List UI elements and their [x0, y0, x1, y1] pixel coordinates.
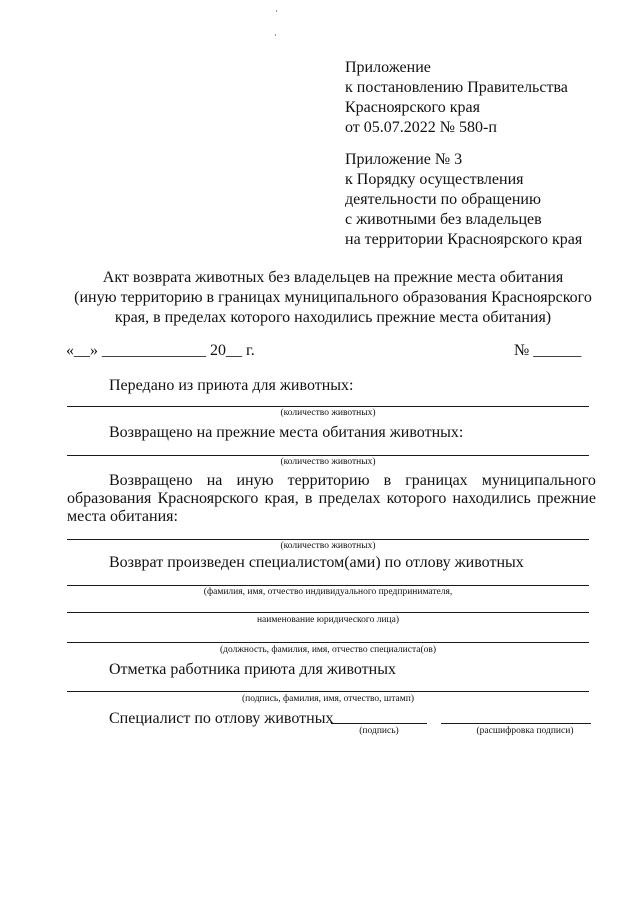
returned-territory-line3: места обитания: — [67, 508, 178, 525]
word: иную — [236, 472, 274, 489]
returned-territory-line1 — [109, 471, 596, 491]
fill-line — [67, 406, 589, 407]
word: муниципального — [481, 472, 596, 489]
word: границах — [405, 472, 468, 489]
field-caption: (количество животных) — [280, 408, 376, 418]
shelter-mark-label: Отметка работника приюта для животных — [109, 661, 396, 678]
returned-label: Возвращено на прежние места обитания животных: — [109, 424, 464, 441]
field-caption: (подпись) — [359, 726, 399, 736]
word: находились — [452, 490, 531, 507]
fill-line — [67, 691, 589, 692]
title-line: (иную территорию в границах муниципального образования Красноярского — [74, 289, 592, 306]
field-caption: (количество животных) — [280, 541, 376, 551]
word: Возвращено — [109, 472, 193, 489]
word: Красноярского — [157, 490, 259, 507]
field-caption: (фамилия, имя, отчество индивидуального предпринимателя, — [203, 587, 453, 597]
scan-speck — [275, 34, 276, 36]
title-line: края, в пределах которого находились прежние места обитания) — [114, 309, 552, 326]
fill-line — [67, 455, 589, 456]
catcher-label: Возврат произведен специалистом(ами) по отлову животных — [109, 554, 524, 571]
title-line: Акт возврата животных без владельцев на прежние места обитания — [102, 269, 564, 286]
field-caption: (должность, фамилия, имя, отчество специалиста(ов) — [219, 645, 437, 655]
catcher-signature-label: Специалист по отлову животных — [109, 710, 334, 727]
field-caption: (расшифровка подписи) — [476, 726, 574, 736]
fill-line — [67, 642, 589, 643]
appendix-line: Приложение — [345, 59, 431, 76]
signature-decode-line — [441, 723, 591, 724]
field-caption: наименование юридического лица) — [256, 615, 400, 625]
fill-line — [67, 539, 589, 540]
fill-line — [67, 585, 589, 586]
scan-speck — [276, 10, 277, 12]
date-field: «__» _____________ 20__ г. — [66, 342, 255, 359]
fill-line — [67, 612, 589, 613]
word: в — [304, 490, 313, 507]
sub-appendix-line: к Порядку осуществления — [345, 171, 524, 188]
field-caption: (подпись, фамилия, имя, отчество, штамп) — [241, 694, 414, 704]
word: края, — [264, 490, 299, 507]
word: образования — [67, 490, 152, 507]
word: пределах — [318, 490, 381, 507]
returned-territory-line2 — [67, 489, 596, 509]
word: территорию — [287, 472, 370, 489]
field-caption: (количество животных) — [280, 457, 376, 467]
sub-appendix-line: деятельности по обращению — [345, 191, 541, 208]
word: которого — [386, 490, 447, 507]
appendix-line: Красноярского края — [345, 99, 480, 116]
sub-appendix-line: с животными без владельцев — [345, 211, 542, 228]
word: на — [206, 472, 223, 489]
word: в — [383, 472, 392, 489]
sub-appendix-line: на территории Красноярского края — [345, 231, 583, 248]
sub-appendix-line: Приложение № 3 — [345, 151, 463, 168]
appendix-line: к постановлению Правительства — [345, 79, 568, 96]
signature-line — [331, 723, 427, 724]
word: прежние — [536, 490, 596, 507]
transferred-label: Передано из приюта для животных: — [109, 377, 354, 394]
act-number-field: № ______ — [514, 342, 582, 359]
appendix-line: от 05.07.2022 № 580-п — [345, 119, 497, 136]
